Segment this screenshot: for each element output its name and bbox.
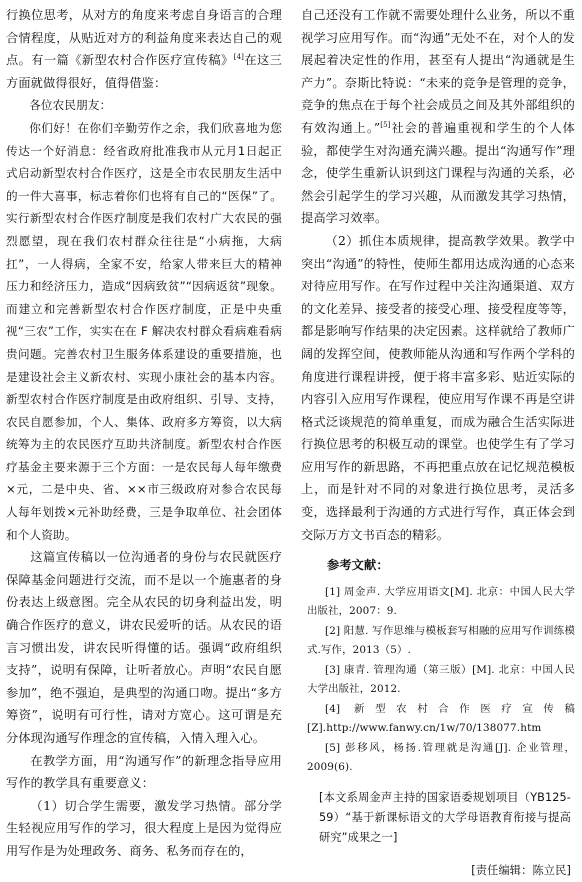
- intro-tail: 在这三方面就做得很好，值得借鉴：: [6, 53, 283, 90]
- editor-note: [责任编辑：陈立民]: [471, 863, 571, 877]
- citation-4: [4]: [233, 53, 245, 62]
- reference-2: [2] 阳慧. 写作思维与模板套写相融的应用写作训练模式.写作，2013（5）.: [307, 624, 575, 657]
- quote-body: 你们好！在你们辛勤劳作之余，我们欣喜地为您传达一个好消息：经省政府批准我市从元月1日起正式启动新型农村合作医疗，这是全市农民朋友生活中的一件大喜事，标志着你们也将有自己的“医保”了。实行新型农村合作医疗制度是我们农村广大农民的强烈愿望，现在我们农村群众往往是“小病拖，大病扛”，一人得病，全家不安，给家人带来巨大的精神压力和经济压力，造成“因病致贫”“因病返贫”现象。而建立和完善新型农村合作医疗制度，正是中央重视“三农”工作，实实在在 F 解决农村群众看病难看病贵问题。完善农村卫生服务体系建设的重要措施，也是建设社会主义新农村、实现小康社会的基本内容。新型农村合作医疗制度是由政府组织、引导、支持，农民自愿参加，个人、集体、政府多方筹资，以大病统筹为主的农民医疗互助共济制度。新型农村合作医疗基金主要来源于三个方面：一是农民每人每年缴费×元，二是中央、省、××市三级政府对参合农民每人每年划拨×元补助经费，三是争取单位、社会团体和个人资助。: [6, 120, 282, 542]
- reference-3: [3] 康青. 管理沟通（第三版）[M]. 北京：中国人民大学出版社，2012.: [307, 663, 575, 696]
- point-1-start: （1）切合学生需要，激发学习热情。部分学生轻视应用写作的学习，很大程度上是因为觉得应用写作是为处理政务、商务、私务而存在的，: [6, 798, 282, 858]
- reference-5: [5] 彭移风，杨扬.管理就是沟通[J]. 企业管理，2009(6).: [307, 741, 575, 774]
- quote-greeting: 各位农民朋友：: [29, 98, 112, 113]
- analysis-paragraph: 这篇宣传稿以一位沟通者的身份与农民就医疗保障基金问题进行交流，而不是以一个施惠者的身份表达上级意图。完全从农民的切身利益出发，明确合作医疗的意义，讲农民爱听的话。从农民的语言习惯出发，讲农民听得懂的话。强调“政府组织支持”，说明有保障，让听者放心。声明“农民自愿参加”，绝不强迫，是典型的沟通口吻。提出“多方筹资”，说明有可行性，请对方宽心。这可谓是充分体现沟通写作理念的宣传稿，入情入理入心。: [6, 550, 282, 745]
- point-2: （2）抓住本质规律，提高教学效果。教学中突出“沟通”的特性，使师生都用达成沟通的心态来对待应用写作。在写作过程中关注沟通渠道、双方的文化差异、接受者的接受心理、接受程度等等，都是影响写作结果的决定因素。这样就给了教师广阔的发挥空间，使教师能从沟通和写作两个学科的角度进行课程讲授，便于将丰富多彩、贴近实际的内容引入应用写作课程，使应用写作课不再是空讲格式泛谈规范的简单重复，而成为融合生活实际进行换位思考的积极互动的课堂。也使学生有了学习应用写作的新思路，不再把重点放在记忆规范模板上，而是针对不同的对象进行换位思考，灵活多变，选择最利于沟通的方式进行写作，真正体会到交际万方文书百态的精彩。: [301, 233, 575, 542]
- right-column: [301, 4, 575, 882]
- left-column: [6, 4, 282, 863]
- reference-4: [4] 新型农村合作医疗宣传稿[Z].http://www.fanwy.cn/1w/70/138077.htm: [307, 702, 575, 735]
- intro-text: 行换位思考，从对方的角度来考虑自身语言的合理合情程度，从贴近对方的利益角度来表达自己的观点。有一篇《新型农村合作医疗宣传稿》: [6, 8, 282, 68]
- project-note: [本文系周金声主持的国家语委规划项目（YB125-59）“基于新课标语文的大学母语教育衔接与提高研究”成果之一]: [319, 790, 571, 844]
- intro-paragraph: [6, 4, 282, 94]
- point-1-text: 自己还没有工作就不需要处理什么业务，所以不重视学习应用写作。而“沟通”无处不在，对个人的发展起着决定性的作用，甚至有人提出“沟通就是生产力”。奈斯比特说：“未来的竞争是管理的竞争，竞争的焦点在于每个社会成员之间及其外部组织的有效沟通上。”: [301, 8, 575, 135]
- point-1-tail: 社会的普遍重视和学生的个人体验，都使学生对沟通充满兴趣。提出“沟通写作”理念，使学生重新认识到这门课程与沟通的关系，必然会引起学生的学习兴趣，从而激发其学习热情，提高学习效率。: [301, 120, 575, 226]
- citation-5: [5]: [380, 120, 391, 129]
- point-1-continued: [301, 4, 575, 230]
- teaching-paragraph: 在教学方面，用“沟通写作”的新理念指导应用写作的教学具有重要意义：: [6, 753, 282, 791]
- reference-1: [1] 周金声. 大学应用语文[M]. 北京：中国人民大学出版社，2007：9.: [307, 585, 575, 618]
- references-heading: 参考文献：: [327, 558, 389, 573]
